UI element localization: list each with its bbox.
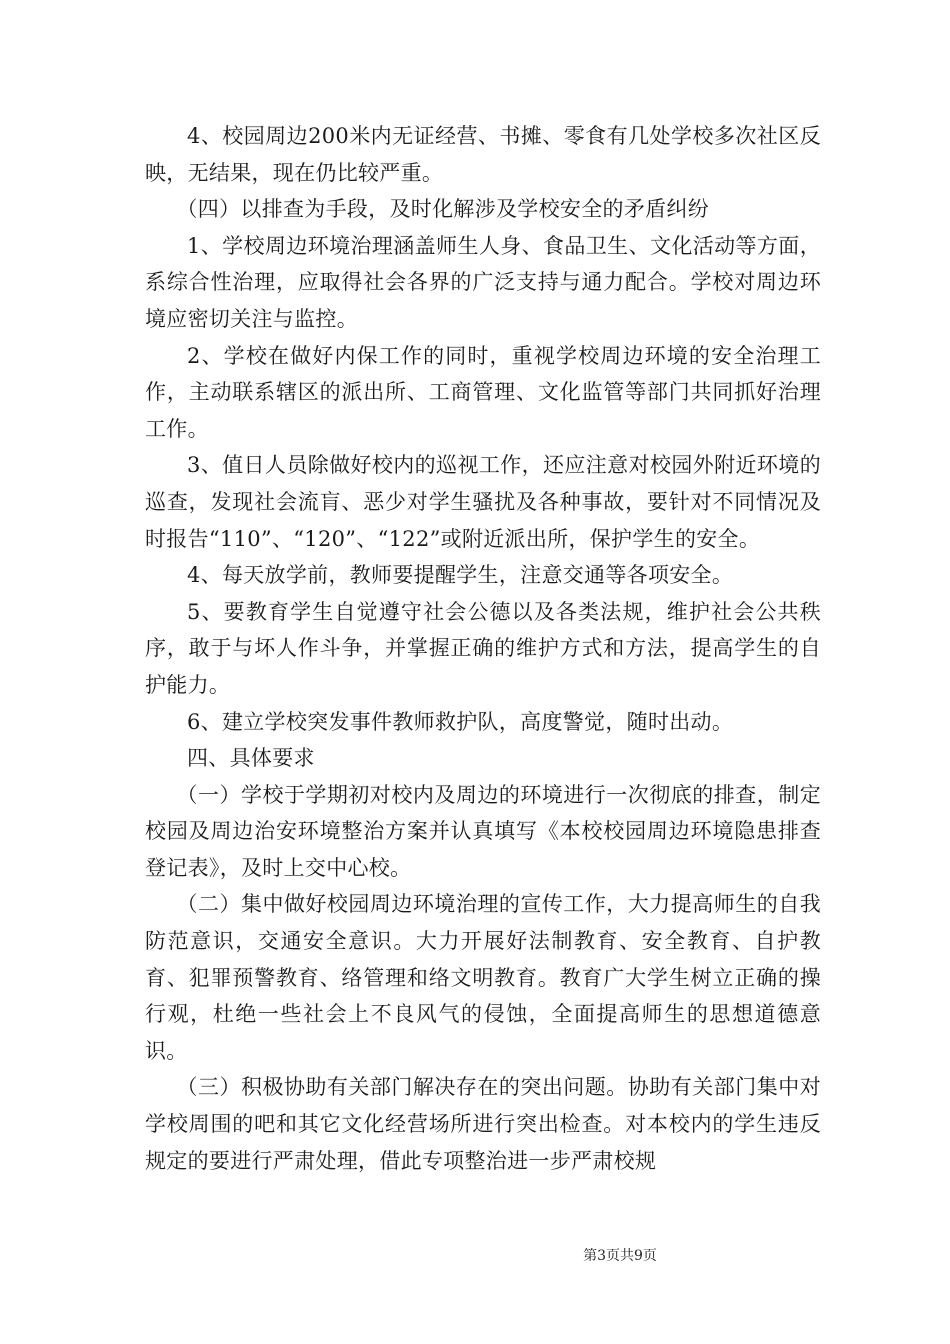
paragraph: （二）集中做好校园周边环境治理的宣传工作，大力提高师生的自我防范意识，交通安全意识。大力开展好法制教育、安全教育、自护教育、犯罪预警教育、络管理和络文明教育。教育广大学生树立正确的操行观，杜绝一些社会上不良风气的侵蚀，全面提高师生的思想道德意识。 (145, 892, 821, 1063)
paragraph: 6、建立学校突发事件教师救护队，高度警觉，随时出动。 (187, 709, 734, 734)
section-heading: 四、具体要求 (187, 746, 315, 771)
paragraph: 5、要教育学生自觉遵守社会公德以及各类法规，维护社会公共秩序，敢于与坏人作斗争，并掌握正确的维护方式和方法，提高学生的自护能力。 (145, 599, 821, 697)
paragraph: 4、每天放学前，教师要提醒学生，注意交通等各项安全。 (187, 563, 734, 588)
paragraph: 4、校园周边200米内无证经营、书摊、零食有几处学校多次社区反映，无结果，现在仍比较严重。 (145, 124, 821, 185)
paragraph: 2、学校在做好内保工作的同时，重视学校周边环境的安全治理工作，主动联系辖区的派出所、工商管理、文化监管等部门共同抓好治理工作。 (145, 343, 821, 441)
page-number: 第3页共9页 (583, 1248, 657, 1264)
section-heading: （四）以排查为手段，及时化解涉及学校安全的矛盾纠纷 (176, 197, 709, 222)
paragraph: （一）学校于学期初对校内及周边的环境进行一次彻底的排查，制定校园及周边治安环境整治方案并认真填写《本校校园周边环境隐患排查登记表》，及时上交中心校。 (145, 782, 821, 880)
paragraph: 1、学校周边环境治理涵盖师生人身、食品卫生、文化活动等方面，系综合性治理，应取得社会各界的广泛支持与通力配合。学校对周边环境应密切关注与监控。 (145, 233, 821, 331)
document-body (145, 118, 821, 1179)
paragraph: 3、值日人员除做好校内的巡视工作，还应注意对校园外附近环境的巡查，发现社会流肓、恶少对学生骚扰及各种事故，要针对不同情况及时报告“110”、“120”、“122”或附近派出所，保护学生的安全。 (145, 453, 821, 551)
paragraph: （三）积极协助有关部门解决存在的突出问题。协助有关部门集中对学校周围的吧和其它文化经营场所进行突出检查。对本校内的学生违反规定的要进行严肃处理，借此专项整治进一步严肃校规 (145, 1075, 821, 1173)
